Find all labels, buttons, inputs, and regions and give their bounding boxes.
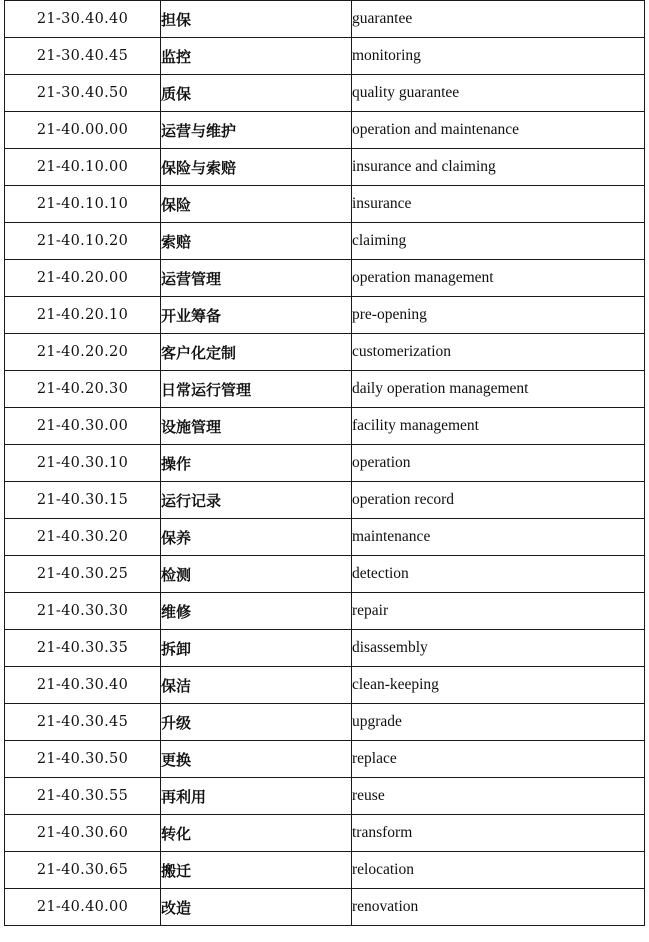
table-row — [5, 815, 645, 852]
table-row — [5, 482, 645, 519]
code-cell: 21-40.00.00 — [5, 112, 161, 149]
chinese-term-cell: 搬迁 — [161, 852, 352, 889]
chinese-term-cell: 检测 — [161, 556, 352, 593]
english-term-cell: operation record — [352, 482, 645, 519]
chinese-term-cell: 运行记录 — [161, 482, 352, 519]
table-row — [5, 75, 645, 112]
chinese-term-cell: 监控 — [161, 38, 352, 75]
chinese-term-cell: 改造 — [161, 889, 352, 926]
code-cell: 21-40.40.00 — [5, 889, 161, 926]
chinese-term-cell: 保养 — [161, 519, 352, 556]
chinese-term-cell: 担保 — [161, 1, 352, 38]
code-cell: 21-40.30.40 — [5, 667, 161, 704]
table-row — [5, 519, 645, 556]
table-row — [5, 556, 645, 593]
code-cell: 21-40.30.50 — [5, 741, 161, 778]
code-cell: 21-40.30.45 — [5, 704, 161, 741]
chinese-term-cell: 客户化定制 — [161, 334, 352, 371]
chinese-term-cell: 操作 — [161, 445, 352, 482]
code-cell: 21-40.20.10 — [5, 297, 161, 334]
english-term-cell: claiming — [352, 223, 645, 260]
english-term-cell: repair — [352, 593, 645, 630]
english-term-cell: replace — [352, 741, 645, 778]
english-term-cell: reuse — [352, 778, 645, 815]
code-cell: 21-40.10.20 — [5, 223, 161, 260]
table-row — [5, 593, 645, 630]
table-row — [5, 371, 645, 408]
chinese-term-cell: 再利用 — [161, 778, 352, 815]
english-term-cell: detection — [352, 556, 645, 593]
english-term-cell: pre-opening — [352, 297, 645, 334]
english-term-cell: maintenance — [352, 519, 645, 556]
table-row — [5, 186, 645, 223]
english-term-cell: customerization — [352, 334, 645, 371]
code-cell: 21-40.30.55 — [5, 778, 161, 815]
chinese-term-cell: 日常运行管理 — [161, 371, 352, 408]
code-cell: 21-40.10.00 — [5, 149, 161, 186]
code-cell: 21-40.30.20 — [5, 519, 161, 556]
english-term-cell: renovation — [352, 889, 645, 926]
code-cell: 21-40.30.10 — [5, 445, 161, 482]
english-term-cell: daily operation management — [352, 371, 645, 408]
chinese-term-cell: 设施管理 — [161, 408, 352, 445]
english-term-cell: quality guarantee — [352, 75, 645, 112]
english-term-cell: clean-keeping — [352, 667, 645, 704]
chinese-term-cell: 转化 — [161, 815, 352, 852]
code-cell: 21-40.30.00 — [5, 408, 161, 445]
code-cell: 21-30.40.50 — [5, 75, 161, 112]
english-term-cell: disassembly — [352, 630, 645, 667]
table-row — [5, 630, 645, 667]
table-row — [5, 334, 645, 371]
chinese-term-cell: 维修 — [161, 593, 352, 630]
chinese-term-cell: 开业筹备 — [161, 297, 352, 334]
table-row — [5, 852, 645, 889]
table-row — [5, 704, 645, 741]
code-cell: 21-40.30.15 — [5, 482, 161, 519]
english-term-cell: transform — [352, 815, 645, 852]
classification-table-container — [4, 0, 644, 926]
chinese-term-cell: 更换 — [161, 741, 352, 778]
code-cell: 21-40.30.65 — [5, 852, 161, 889]
code-cell: 21-40.30.30 — [5, 593, 161, 630]
code-cell: 21-40.10.10 — [5, 186, 161, 223]
english-term-cell: monitoring — [352, 38, 645, 75]
chinese-term-cell: 拆卸 — [161, 630, 352, 667]
english-term-cell: facility management — [352, 408, 645, 445]
table-row — [5, 297, 645, 334]
english-term-cell: operation — [352, 445, 645, 482]
english-term-cell: insurance — [352, 186, 645, 223]
code-cell: 21-30.40.45 — [5, 38, 161, 75]
english-term-cell: insurance and claiming — [352, 149, 645, 186]
chinese-term-cell: 运营与维护 — [161, 112, 352, 149]
table-row — [5, 445, 645, 482]
table-row — [5, 667, 645, 704]
chinese-term-cell: 保险 — [161, 186, 352, 223]
code-cell: 21-40.20.00 — [5, 260, 161, 297]
english-term-cell: operation management — [352, 260, 645, 297]
table-row — [5, 260, 645, 297]
code-cell: 21-40.20.20 — [5, 334, 161, 371]
english-term-cell: relocation — [352, 852, 645, 889]
table-row — [5, 223, 645, 260]
table-row — [5, 1, 645, 38]
table-row — [5, 408, 645, 445]
code-cell: 21-40.30.35 — [5, 630, 161, 667]
classification-table — [4, 0, 645, 926]
code-cell: 21-40.20.30 — [5, 371, 161, 408]
table-row — [5, 889, 645, 926]
chinese-term-cell: 保洁 — [161, 667, 352, 704]
classification-table-body — [5, 1, 645, 926]
english-term-cell: upgrade — [352, 704, 645, 741]
chinese-term-cell: 质保 — [161, 75, 352, 112]
table-row — [5, 112, 645, 149]
table-row — [5, 149, 645, 186]
code-cell: 21-30.40.40 — [5, 1, 161, 38]
chinese-term-cell: 索赔 — [161, 223, 352, 260]
chinese-term-cell: 保险与索赔 — [161, 149, 352, 186]
table-row — [5, 741, 645, 778]
english-term-cell: operation and maintenance — [352, 112, 645, 149]
code-cell: 21-40.30.60 — [5, 815, 161, 852]
code-cell: 21-40.30.25 — [5, 556, 161, 593]
table-row — [5, 778, 645, 815]
table-row — [5, 38, 645, 75]
chinese-term-cell: 运营管理 — [161, 260, 352, 297]
english-term-cell: guarantee — [352, 1, 645, 38]
chinese-term-cell: 升级 — [161, 704, 352, 741]
